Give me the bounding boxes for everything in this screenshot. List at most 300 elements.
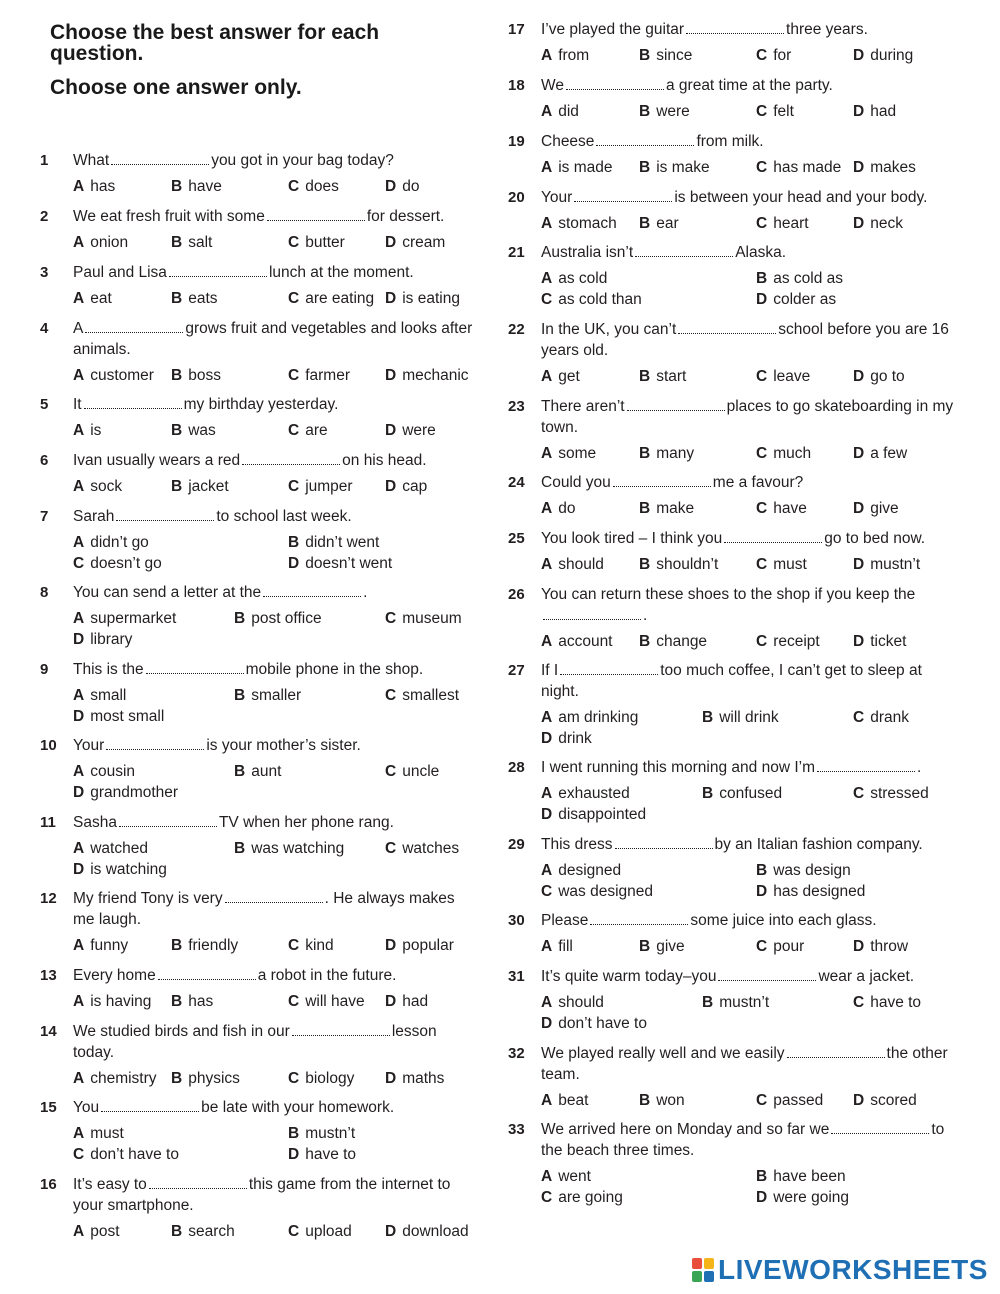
option-c[interactable] <box>756 1090 823 1111</box>
option-a[interactable] <box>73 1123 124 1144</box>
option-text: watches <box>402 840 460 857</box>
question-text <box>40 262 480 283</box>
option-d[interactable] <box>288 1144 356 1165</box>
answer-blank[interactable] <box>149 1175 247 1189</box>
option-d[interactable] <box>288 553 392 574</box>
question-suffix: lunch at the moment. <box>268 264 414 281</box>
option-d[interactable] <box>385 288 460 309</box>
option-letter: B <box>639 47 651 64</box>
answer-blank[interactable] <box>106 736 204 750</box>
question-prefix: You <box>73 1099 100 1116</box>
option-c[interactable] <box>756 936 804 957</box>
option-a[interactable] <box>541 157 612 178</box>
option-d[interactable] <box>385 476 427 497</box>
option-b[interactable] <box>639 631 707 652</box>
question-9 <box>40 659 480 727</box>
option-b[interactable] <box>639 157 710 178</box>
option-a[interactable] <box>73 761 135 782</box>
instructions-subtitle: Choose one answer only. <box>50 76 302 99</box>
option-letter: A <box>541 500 553 517</box>
option-text: cream <box>402 234 446 251</box>
question-prefix: A <box>73 320 84 337</box>
option-letter: D <box>541 1015 553 1032</box>
option-d[interactable] <box>853 443 907 464</box>
question-prefix: If I <box>541 662 559 679</box>
answer-blank[interactable] <box>627 397 725 411</box>
option-a[interactable] <box>541 860 621 881</box>
answer-options <box>73 232 480 253</box>
option-a[interactable] <box>541 1166 591 1187</box>
option-text: smaller <box>251 687 302 704</box>
option-text: mustn’t <box>305 1125 356 1142</box>
option-a[interactable] <box>541 101 579 122</box>
answer-blank[interactable] <box>158 966 256 980</box>
option-a[interactable] <box>541 707 638 728</box>
option-text: doesn’t go <box>90 555 162 572</box>
answer-options <box>541 860 958 902</box>
option-text: museum <box>402 610 462 627</box>
question-text <box>40 888 480 930</box>
option-b[interactable] <box>639 1090 685 1111</box>
option-letter: C <box>385 840 397 857</box>
option-a[interactable] <box>541 366 580 387</box>
option-text: throw <box>870 938 909 955</box>
option-a[interactable] <box>541 213 617 234</box>
option-c[interactable] <box>756 157 841 178</box>
answer-blank[interactable] <box>292 1022 390 1036</box>
question-suffix: is between your head and your body. <box>674 189 928 206</box>
option-d[interactable] <box>385 1221 469 1242</box>
answer-options <box>541 992 958 1034</box>
option-text: watched <box>90 840 148 857</box>
answer-blank[interactable] <box>724 529 822 543</box>
answer-blank[interactable] <box>111 151 209 165</box>
option-b[interactable] <box>171 476 229 497</box>
question-21 <box>508 242 958 310</box>
answer-blank[interactable] <box>85 319 183 333</box>
option-c[interactable] <box>288 476 353 497</box>
question-prefix: It’s easy to <box>73 1176 147 1193</box>
option-letter: C <box>756 47 768 64</box>
answer-options <box>541 101 958 122</box>
option-d[interactable] <box>853 213 903 234</box>
option-b[interactable] <box>171 420 216 441</box>
option-c[interactable] <box>385 608 462 629</box>
question-number: 4 <box>40 320 49 337</box>
option-a[interactable] <box>73 1068 157 1089</box>
option-b[interactable] <box>234 761 281 782</box>
option-c[interactable] <box>73 553 162 574</box>
option-text: start <box>656 368 687 385</box>
question-prefix: Please <box>541 912 589 929</box>
answer-blank[interactable] <box>678 320 776 334</box>
option-text: kind <box>305 937 334 954</box>
option-d[interactable] <box>853 1090 917 1111</box>
option-d[interactable] <box>853 498 899 519</box>
option-a[interactable] <box>73 365 154 386</box>
answer-blank[interactable] <box>84 395 182 409</box>
option-text: for <box>773 47 792 64</box>
question-text <box>40 1174 480 1216</box>
option-letter: A <box>73 993 85 1010</box>
option-d[interactable] <box>385 991 428 1012</box>
question-text <box>508 910 958 931</box>
option-b[interactable] <box>639 101 690 122</box>
option-text: have to <box>305 1146 357 1163</box>
option-d[interactable] <box>853 45 913 66</box>
question-suffix: for dessert. <box>366 208 445 225</box>
answer-options <box>541 1166 958 1208</box>
option-d[interactable] <box>853 101 896 122</box>
option-letter: C <box>756 368 768 385</box>
option-c[interactable] <box>385 685 459 706</box>
option-letter: C <box>288 993 300 1010</box>
option-letter: B <box>639 445 651 462</box>
option-b[interactable] <box>171 365 221 386</box>
option-c[interactable] <box>288 1068 354 1089</box>
option-text: aunt <box>251 763 282 780</box>
option-a[interactable] <box>73 838 148 859</box>
option-letter: D <box>73 708 85 725</box>
option-text: get <box>558 368 580 385</box>
option-d[interactable] <box>853 631 906 652</box>
question-number: 26 <box>508 586 525 603</box>
option-text: confused <box>719 785 783 802</box>
answer-blank[interactable] <box>615 835 713 849</box>
option-d[interactable] <box>756 1187 849 1208</box>
option-letter: A <box>73 840 85 857</box>
option-c[interactable] <box>385 838 459 859</box>
option-d[interactable] <box>853 936 908 957</box>
option-b[interactable] <box>639 213 679 234</box>
question-suffix: on his head. <box>342 452 427 469</box>
option-letter: D <box>73 861 85 878</box>
option-letter: C <box>541 291 553 308</box>
option-letter: C <box>756 556 768 573</box>
option-text: make <box>656 500 695 517</box>
option-c[interactable] <box>756 366 810 387</box>
answer-blank[interactable] <box>596 132 694 146</box>
option-a[interactable] <box>541 1090 588 1111</box>
option-c[interactable] <box>756 554 807 575</box>
answer-blank[interactable] <box>225 889 323 903</box>
option-text: has designed <box>773 883 866 900</box>
answer-blank[interactable] <box>686 20 784 34</box>
option-c[interactable] <box>853 707 909 728</box>
option-a[interactable] <box>73 176 115 197</box>
option-letter: A <box>541 47 553 64</box>
option-c[interactable] <box>756 213 809 234</box>
answer-blank[interactable] <box>543 606 641 620</box>
option-a[interactable] <box>73 1221 120 1242</box>
question-19 <box>508 131 958 178</box>
answer-options <box>73 935 480 956</box>
option-b[interactable] <box>639 498 694 519</box>
answer-options <box>541 213 958 234</box>
option-b[interactable] <box>756 1166 846 1187</box>
question-number: 3 <box>40 264 49 281</box>
option-d[interactable] <box>756 289 836 310</box>
answer-blank[interactable] <box>263 583 361 597</box>
option-a[interactable] <box>541 498 575 519</box>
option-text: passed <box>773 1092 824 1109</box>
option-d[interactable] <box>73 859 167 880</box>
question-suffix: a robot in the future. <box>257 967 397 984</box>
option-a[interactable] <box>541 783 630 804</box>
option-a[interactable] <box>73 608 176 629</box>
option-c[interactable] <box>541 881 653 902</box>
option-text: makes <box>870 159 916 176</box>
option-letter: C <box>756 500 768 517</box>
option-b[interactable] <box>171 288 218 309</box>
option-letter: D <box>853 500 865 517</box>
option-letter: B <box>288 534 300 551</box>
option-text: uncle <box>402 763 440 780</box>
option-b[interactable] <box>639 366 686 387</box>
option-text: do <box>558 500 576 517</box>
option-c[interactable] <box>288 1221 352 1242</box>
option-d[interactable] <box>73 782 178 803</box>
option-letter: B <box>639 500 651 517</box>
option-letter: A <box>541 556 553 573</box>
option-letter: D <box>853 159 865 176</box>
option-text: post <box>90 1223 120 1240</box>
option-letter: D <box>853 445 865 462</box>
answer-blank[interactable] <box>817 758 915 772</box>
question-text <box>40 965 480 986</box>
question-prefix: You can return these shoes to the shop if you keep the <box>541 586 916 603</box>
question-prefix: Could you <box>541 474 611 491</box>
option-text: mechanic <box>402 367 469 384</box>
option-b[interactable] <box>171 176 222 197</box>
question-number: 31 <box>508 968 525 985</box>
option-d[interactable] <box>385 935 454 956</box>
answer-blank[interactable] <box>613 473 711 487</box>
option-text: library <box>90 631 133 648</box>
option-text: neck <box>870 215 903 232</box>
answer-blank[interactable] <box>146 660 244 674</box>
option-a[interactable] <box>73 991 151 1012</box>
option-b[interactable] <box>288 1123 355 1144</box>
option-text: butter <box>305 234 345 251</box>
option-c[interactable] <box>288 420 328 441</box>
option-letter: B <box>234 687 246 704</box>
option-b[interactable] <box>639 554 718 575</box>
option-a[interactable] <box>541 554 604 575</box>
option-letter: A <box>541 862 553 879</box>
option-b[interactable] <box>702 992 769 1013</box>
option-b[interactable] <box>639 443 694 464</box>
option-a[interactable] <box>541 443 596 464</box>
option-c[interactable] <box>756 631 820 652</box>
option-d[interactable] <box>385 1068 444 1089</box>
question-suffix: my birthday yesterday. <box>183 396 339 413</box>
option-text: have <box>188 178 222 195</box>
option-d[interactable] <box>853 157 916 178</box>
option-letter: A <box>73 1125 85 1142</box>
option-d[interactable] <box>385 176 419 197</box>
option-a[interactable] <box>73 288 112 309</box>
question-text <box>508 131 958 152</box>
question-text <box>40 318 480 360</box>
question-suffix: lesson today. <box>73 1023 437 1061</box>
option-c[interactable] <box>288 232 345 253</box>
answer-blank[interactable] <box>831 1120 929 1134</box>
question-suffix: school before you are 16 years old. <box>541 321 949 359</box>
question-prefix: What <box>73 152 110 169</box>
option-a[interactable] <box>73 232 128 253</box>
answer-options <box>541 936 958 957</box>
option-a[interactable] <box>541 45 589 66</box>
option-text: account <box>558 633 613 650</box>
question-number: 27 <box>508 662 525 679</box>
logo-mark-icon <box>692 1258 714 1282</box>
option-letter: B <box>639 1092 651 1109</box>
option-b[interactable] <box>171 1221 235 1242</box>
option-c[interactable] <box>73 1144 179 1165</box>
answer-blank[interactable] <box>590 911 688 925</box>
question-number: 22 <box>508 321 525 338</box>
option-a[interactable] <box>541 992 604 1013</box>
option-text: were <box>402 422 436 439</box>
option-b[interactable] <box>171 1068 240 1089</box>
answer-blank[interactable] <box>560 661 658 675</box>
option-c[interactable] <box>853 992 921 1013</box>
option-b[interactable] <box>756 268 843 289</box>
option-a[interactable] <box>541 268 607 289</box>
question-1 <box>40 150 480 197</box>
option-text: was watching <box>251 840 345 857</box>
answer-blank[interactable] <box>635 243 733 257</box>
answer-options <box>541 443 958 464</box>
answer-options <box>73 838 480 880</box>
option-b[interactable] <box>702 783 782 804</box>
option-c[interactable] <box>288 935 334 956</box>
question-number: 5 <box>40 396 49 413</box>
question-suffix: go to bed now. <box>824 530 926 547</box>
option-letter: C <box>385 687 397 704</box>
answer-blank[interactable] <box>267 207 365 221</box>
option-a[interactable] <box>541 936 573 957</box>
option-letter: B <box>171 993 183 1010</box>
question-suffix: grows fruit and vegetables and looks after animals. <box>73 320 473 358</box>
option-c[interactable] <box>288 991 365 1012</box>
option-c[interactable] <box>756 45 791 66</box>
question-33 <box>508 1119 958 1208</box>
answer-blank[interactable] <box>242 451 340 465</box>
answer-blank[interactable] <box>718 967 816 981</box>
option-text: some <box>558 445 597 462</box>
question-3 <box>40 262 480 309</box>
answer-blank[interactable] <box>169 263 267 277</box>
question-suffix: three years. <box>786 21 868 38</box>
answer-blank[interactable] <box>116 507 214 521</box>
option-c[interactable] <box>853 783 929 804</box>
question-15 <box>40 1097 480 1165</box>
answer-options <box>541 783 958 825</box>
option-b[interactable] <box>234 685 301 706</box>
option-letter: C <box>288 478 300 495</box>
option-b[interactable] <box>288 532 379 553</box>
option-b[interactable] <box>234 838 344 859</box>
answer-blank[interactable] <box>101 1098 199 1112</box>
option-b[interactable] <box>702 707 779 728</box>
option-d[interactable] <box>541 804 646 825</box>
option-c[interactable] <box>756 498 807 519</box>
option-letter: D <box>541 730 553 747</box>
option-b[interactable] <box>756 860 851 881</box>
answer-options <box>541 268 958 310</box>
option-letter: B <box>639 556 651 573</box>
option-d[interactable] <box>73 629 132 650</box>
option-d[interactable] <box>385 365 469 386</box>
option-c[interactable] <box>541 1187 623 1208</box>
option-a[interactable] <box>73 935 128 956</box>
option-letter: C <box>756 938 768 955</box>
question-suffix: you got in your bag today? <box>211 152 394 169</box>
option-letter: A <box>73 763 85 780</box>
question-prefix: You look tired – I think you <box>541 530 723 547</box>
option-a[interactable] <box>73 532 149 553</box>
option-c[interactable] <box>541 289 642 310</box>
option-d[interactable] <box>853 554 920 575</box>
option-a[interactable] <box>541 631 613 652</box>
option-text: salt <box>188 234 213 251</box>
option-c[interactable] <box>288 365 350 386</box>
answer-blank[interactable] <box>119 813 217 827</box>
option-b[interactable] <box>639 45 692 66</box>
option-b[interactable] <box>171 232 212 253</box>
option-b[interactable] <box>171 935 238 956</box>
option-text: onion <box>90 234 129 251</box>
option-b[interactable] <box>234 608 322 629</box>
option-c[interactable] <box>288 288 374 309</box>
option-b[interactable] <box>639 936 685 957</box>
option-text: search <box>188 1223 235 1240</box>
option-d[interactable] <box>853 366 905 387</box>
option-d[interactable] <box>385 232 445 253</box>
option-d[interactable] <box>541 1013 647 1034</box>
option-d[interactable] <box>385 420 436 441</box>
option-d[interactable] <box>756 881 865 902</box>
liveworksheets-logo <box>692 1255 988 1285</box>
option-a[interactable] <box>73 476 122 497</box>
option-c[interactable] <box>756 443 811 464</box>
question-prefix: Australia isn’t <box>541 244 634 261</box>
option-text: had <box>402 993 429 1010</box>
option-a[interactable] <box>73 420 101 441</box>
option-c[interactable] <box>288 176 339 197</box>
option-b[interactable] <box>171 991 213 1012</box>
answer-blank[interactable] <box>574 188 672 202</box>
option-text: ticket <box>870 633 907 650</box>
option-a[interactable] <box>73 685 126 706</box>
question-number: 25 <box>508 530 525 547</box>
answer-blank[interactable] <box>566 76 664 90</box>
option-d[interactable] <box>541 728 592 749</box>
answer-blank[interactable] <box>787 1044 885 1058</box>
answer-options <box>73 365 480 386</box>
option-letter: C <box>541 883 553 900</box>
question-11 <box>40 812 480 880</box>
option-c[interactable] <box>385 761 439 782</box>
option-letter: B <box>171 234 183 251</box>
option-c[interactable] <box>756 101 794 122</box>
option-d[interactable] <box>73 706 164 727</box>
option-text: pour <box>773 938 805 955</box>
answer-options <box>541 45 958 66</box>
option-letter: D <box>385 290 397 307</box>
